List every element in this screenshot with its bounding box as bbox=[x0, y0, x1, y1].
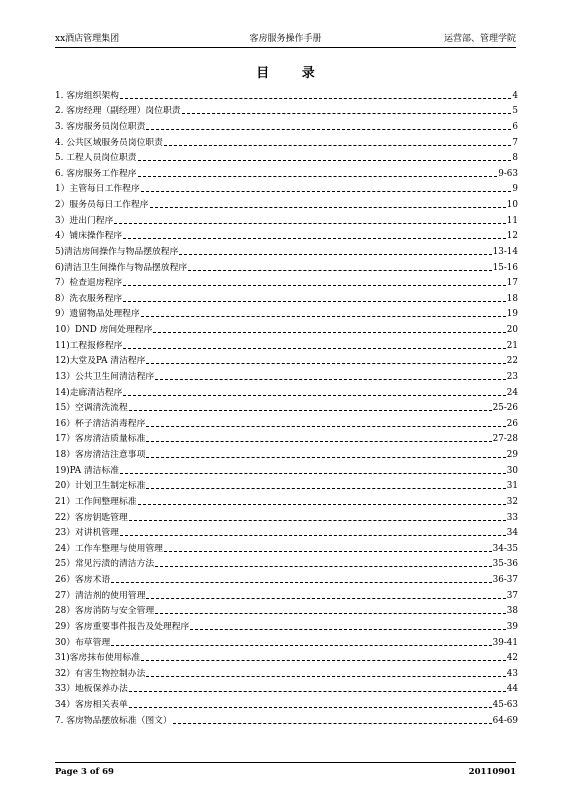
toc-entry[interactable] bbox=[55, 133, 518, 149]
toc-entry-page: 7 bbox=[512, 137, 518, 148]
toc-entry[interactable] bbox=[55, 336, 518, 352]
toc-leader-dots bbox=[155, 555, 491, 567]
toc-entry-page: 45-63 bbox=[492, 700, 518, 710]
toc-entry[interactable] bbox=[55, 86, 518, 102]
toc-entry-label: 27）清洁剂的使用管理 bbox=[55, 590, 146, 601]
toc-entry-page: 15-16 bbox=[492, 262, 518, 273]
toc-entry-page: 18 bbox=[506, 293, 518, 304]
toc-entry[interactable] bbox=[55, 617, 518, 633]
toc-entry-page: 13-14 bbox=[492, 246, 518, 257]
toc-entry-page: 17 bbox=[506, 278, 518, 289]
toc-entry-page: 44 bbox=[506, 684, 518, 695]
toc-entry[interactable] bbox=[55, 320, 518, 336]
toc-entry-label: 24）工作车整理与使用管理 bbox=[55, 543, 163, 554]
toc-entry[interactable] bbox=[55, 117, 518, 133]
toc-entry-label: 2. 客房经理（副经理）岗位职责 bbox=[55, 106, 181, 117]
toc-leader-dots bbox=[123, 274, 506, 286]
toc-entry-page: 34 bbox=[506, 528, 518, 539]
toc-entry-label: 3. 客房服务员岗位职责 bbox=[55, 121, 146, 132]
toc-entry[interactable] bbox=[55, 508, 518, 524]
toc-entry-label: 4. 公共区域服务员岗位职责 bbox=[55, 137, 163, 148]
toc-entry-label: 4）铺床操作程序 bbox=[55, 231, 123, 242]
toc-entry[interactable] bbox=[55, 524, 518, 540]
toc-leader-dots bbox=[123, 290, 506, 302]
toc-leader-dots bbox=[111, 571, 491, 583]
toc-entry-page: 43 bbox=[506, 668, 518, 679]
toc-entry-label: 32）有害生物控制办法 bbox=[55, 668, 146, 679]
header-department: 运营部、管理学院 bbox=[443, 34, 516, 44]
toc-entry-label: 30）布草管理 bbox=[55, 637, 111, 648]
toc-entry-page: 31 bbox=[506, 481, 518, 492]
table-of-contents bbox=[55, 86, 518, 727]
toc-entry-label: 21）工作间整理标准 bbox=[55, 496, 137, 507]
toc-leader-dots bbox=[150, 196, 506, 208]
toc-entry-page: 8 bbox=[512, 153, 518, 164]
toc-leader-dots bbox=[164, 540, 492, 552]
toc-entry[interactable] bbox=[55, 664, 518, 680]
toc-leader-dots bbox=[188, 259, 491, 271]
toc-leader-dots bbox=[141, 180, 512, 192]
toc-leader-dots bbox=[146, 665, 505, 677]
toc-entry[interactable] bbox=[55, 461, 518, 477]
toc-entry-label: 15）空调清洗流程 bbox=[55, 403, 128, 414]
toc-entry[interactable] bbox=[55, 211, 518, 227]
toc-entry-label: 2）服务员每日工作程序 bbox=[55, 200, 149, 210]
toc-entry-page: 9-63 bbox=[498, 168, 518, 179]
toc-entry[interactable] bbox=[55, 367, 518, 383]
toc-leader-dots bbox=[141, 305, 506, 317]
toc-entry-label: 7. 客房物品摆放标准（图文） bbox=[55, 715, 172, 726]
toc-entry[interactable] bbox=[55, 289, 518, 305]
toc-entry-label: 6. 客房服务工作程序 bbox=[55, 168, 137, 179]
toc-leader-dots bbox=[179, 243, 491, 255]
toc-entry[interactable] bbox=[55, 555, 518, 571]
toc-leader-dots bbox=[129, 399, 492, 411]
toc-leader-dots bbox=[129, 680, 506, 692]
toc-entry[interactable] bbox=[55, 149, 518, 165]
toc-leader-dots bbox=[129, 696, 492, 708]
toc-entry-page: 34-35 bbox=[492, 543, 518, 554]
toc-leader-dots bbox=[146, 352, 505, 364]
toc-leader-dots bbox=[146, 415, 505, 427]
toc-entry-label: 26）客房术语 bbox=[55, 575, 111, 585]
toc-leader-dots bbox=[146, 446, 505, 458]
toc-entry[interactable] bbox=[55, 430, 518, 446]
toc-entry[interactable] bbox=[55, 102, 518, 118]
toc-entry[interactable] bbox=[55, 649, 518, 665]
toc-entry-label: 22）客房钥匙管理 bbox=[55, 512, 128, 523]
toc-entry-page: 5 bbox=[512, 106, 518, 117]
toc-entry-page: 22 bbox=[506, 356, 518, 367]
toc-entry-label: 3）进出门程序 bbox=[55, 215, 114, 226]
toc-entry-label: 8）洗衣服务程序 bbox=[55, 293, 123, 304]
toc-leader-dots bbox=[190, 618, 505, 630]
toc-leader-dots bbox=[146, 587, 505, 599]
toc-entry[interactable] bbox=[55, 242, 518, 258]
toc-entry[interactable] bbox=[55, 227, 518, 243]
toc-entry[interactable] bbox=[55, 492, 518, 508]
toc-leader-dots bbox=[164, 134, 511, 146]
toc-entry[interactable] bbox=[55, 711, 518, 727]
toc-entry-label: 12)大堂及PA 清洁程序 bbox=[55, 356, 146, 367]
toc-entry-page: 27-28 bbox=[492, 434, 518, 445]
toc-entry-label: 7）检查退房程序 bbox=[55, 278, 123, 289]
toc-leader-dots bbox=[146, 430, 491, 442]
toc-entry-label: 9）遗留物品处理程序 bbox=[55, 309, 140, 320]
toc-entry-page: 23 bbox=[506, 371, 518, 382]
toc-entry-page: 33 bbox=[506, 512, 518, 523]
toc-entry-label: 14)走廊清洁程序 bbox=[55, 387, 123, 398]
toc-leader-dots bbox=[153, 321, 505, 333]
page-footer bbox=[55, 762, 516, 780]
toc-leader-dots bbox=[120, 524, 506, 536]
toc-entry-label: 23）对讲机管理 bbox=[55, 528, 119, 539]
footer-page-number: Page 3 of 69 bbox=[55, 767, 114, 777]
toc-leader-dots bbox=[123, 384, 505, 396]
toc-leader-dots bbox=[138, 149, 512, 161]
toc-leader-dots bbox=[111, 634, 491, 646]
toc-entry-label: 17）客房清洁质量标准 bbox=[55, 434, 146, 445]
toc-entry-page: 20 bbox=[506, 325, 518, 335]
toc-entry-page: 42 bbox=[506, 653, 518, 664]
toc-entry-label: 13）公共卫生间清洁程序 bbox=[55, 371, 155, 382]
toc-leader-dots bbox=[138, 165, 498, 177]
toc-entry-label: 19)PA 清洁标准 bbox=[55, 465, 120, 476]
toc-entry-label: 31)客房抹布使用标准 bbox=[55, 653, 141, 664]
toc-entry[interactable] bbox=[55, 399, 518, 415]
toc-entry-label: 6)清洁卫生间操作与物品摆放程序 bbox=[55, 262, 188, 273]
toc-entry-label: 1. 客房组织架构 bbox=[55, 90, 119, 101]
toc-title: 目 录 bbox=[256, 66, 329, 81]
toc-entry[interactable] bbox=[55, 352, 518, 368]
toc-entry-page: 11 bbox=[506, 215, 518, 226]
toc-entry[interactable] bbox=[55, 570, 518, 586]
toc-entry-page: 30 bbox=[506, 465, 518, 476]
toc-entry-label: 18）客房清洁注意事项 bbox=[55, 450, 146, 460]
toc-entry[interactable] bbox=[55, 195, 518, 211]
toc-entry[interactable] bbox=[55, 602, 518, 618]
toc-entry-label: 16）杯子清洁消毒程序 bbox=[55, 418, 146, 429]
toc-entry[interactable] bbox=[55, 414, 518, 430]
toc-entry-page: 39 bbox=[506, 621, 518, 632]
toc-entry[interactable] bbox=[55, 586, 518, 602]
toc-entry-page: 29 bbox=[506, 450, 518, 460]
toc-leader-dots bbox=[120, 462, 506, 474]
toc-entry[interactable] bbox=[55, 305, 518, 321]
toc-entry-label: 28）客房消防与安全管理 bbox=[55, 606, 155, 617]
toc-entry[interactable] bbox=[55, 445, 518, 461]
toc-entry-page: 35-36 bbox=[492, 559, 518, 570]
toc-leader-dots bbox=[141, 649, 506, 661]
toc-leader-dots bbox=[155, 602, 506, 614]
toc-entry[interactable] bbox=[55, 633, 518, 649]
toc-leader-dots bbox=[123, 337, 505, 349]
toc-entry[interactable] bbox=[55, 164, 518, 180]
toc-entry-label: 33）地板保养办法 bbox=[55, 684, 128, 695]
toc-entry-page: 12 bbox=[506, 231, 518, 242]
toc-entry-page: 24 bbox=[506, 387, 518, 398]
toc-entry-page: 39-41 bbox=[492, 637, 518, 648]
toc-entry[interactable] bbox=[55, 383, 518, 399]
toc-entry-page: 25-26 bbox=[492, 403, 518, 414]
toc-leader-dots bbox=[123, 227, 506, 239]
toc-entry[interactable] bbox=[55, 274, 518, 290]
toc-leader-dots bbox=[173, 712, 492, 724]
toc-entry-page: 38 bbox=[506, 606, 518, 617]
toc-entry[interactable] bbox=[55, 180, 518, 196]
toc-entry-page: 10 bbox=[506, 200, 518, 210]
toc-leader-dots bbox=[155, 368, 506, 380]
toc-entry-page: 6 bbox=[512, 121, 518, 132]
toc-leader-dots bbox=[138, 493, 506, 505]
header-manual-title: 客房服务操作手册 bbox=[249, 34, 322, 44]
page-header bbox=[55, 31, 516, 48]
toc-entry-page: 4 bbox=[512, 90, 518, 101]
toc-entry-page: 32 bbox=[506, 496, 518, 507]
toc-entry-page: 21 bbox=[506, 340, 518, 351]
footer-date: 20110901 bbox=[468, 767, 516, 777]
toc-entry-label: 29）客房重要事件报告及处理程序 bbox=[55, 621, 190, 632]
toc-entry-label: 10）DND 房间处理程序 bbox=[55, 325, 153, 335]
toc-entry-label: 1）主管每日工作程序 bbox=[55, 184, 140, 195]
toc-leader-dots bbox=[120, 87, 511, 99]
toc-entry-label: 11)工程报修程序 bbox=[55, 340, 123, 351]
toc-entry-page: 36-37 bbox=[492, 575, 518, 585]
toc-entry-page: 64-69 bbox=[492, 715, 518, 726]
toc-entry-label: 5. 工程人员岗位职责 bbox=[55, 153, 137, 164]
toc-leader-dots bbox=[146, 477, 505, 489]
toc-entry-page: 19 bbox=[506, 309, 518, 320]
toc-leader-dots bbox=[182, 102, 512, 114]
toc-entry-label: 20）计划卫生制定标准 bbox=[55, 481, 146, 492]
toc-entry[interactable] bbox=[55, 680, 518, 696]
toc-entry-label: 5)清洁房间操作与物品摆放程序 bbox=[55, 246, 179, 257]
toc-entry-label: 25）常见污渍的清洁方法 bbox=[55, 559, 155, 570]
toc-entry[interactable] bbox=[55, 477, 518, 493]
toc-entry[interactable] bbox=[55, 695, 518, 711]
toc-entry-page: 9 bbox=[512, 184, 518, 195]
toc-entry-label: 34）客房相关表单 bbox=[55, 700, 128, 710]
toc-leader-dots bbox=[146, 118, 511, 130]
toc-entry-page: 26 bbox=[506, 418, 518, 429]
toc-entry-page: 37 bbox=[506, 590, 518, 601]
toc-entry[interactable] bbox=[55, 539, 518, 555]
toc-leader-dots bbox=[129, 509, 506, 521]
toc-entry[interactable] bbox=[55, 258, 518, 274]
toc-leader-dots bbox=[114, 212, 505, 224]
header-organization: xx酒店管理集团 bbox=[55, 34, 120, 44]
